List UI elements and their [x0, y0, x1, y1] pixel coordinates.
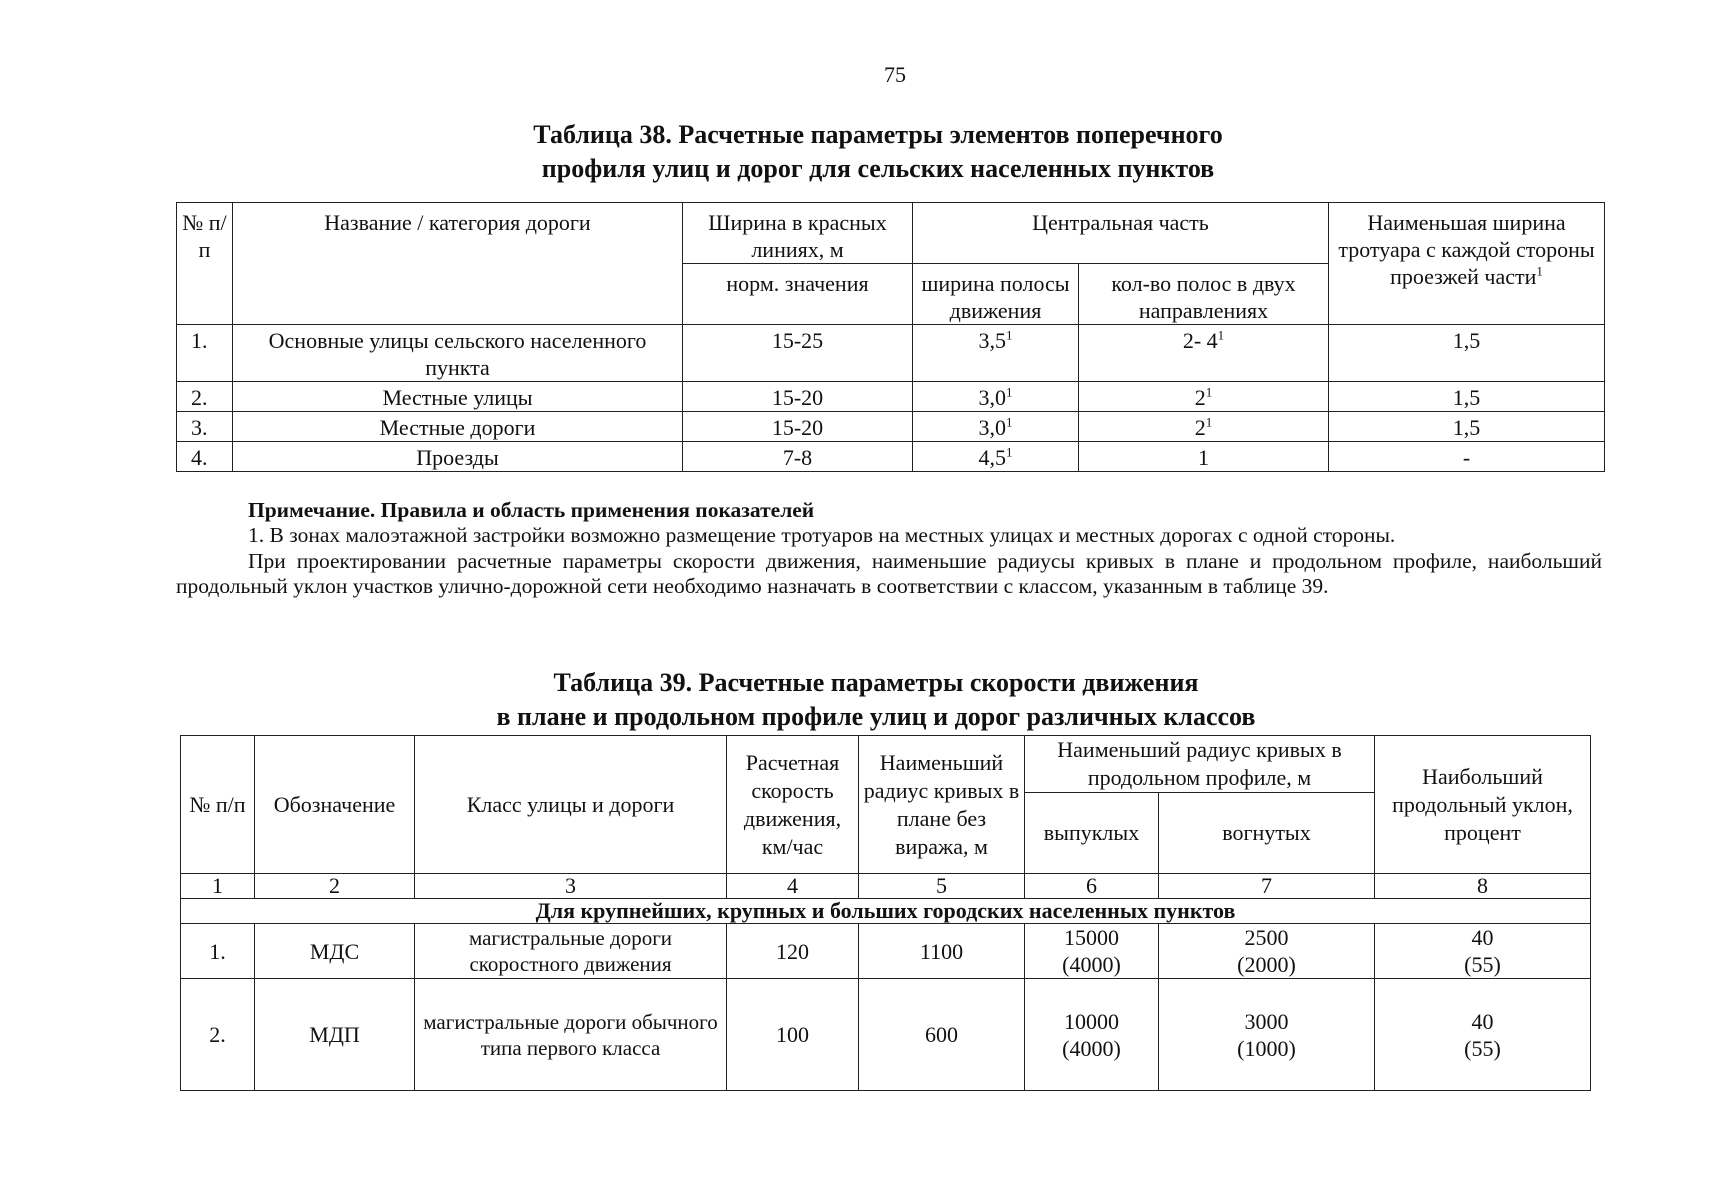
t38-cell-lane-width	[913, 442, 1079, 472]
t38-header-red-lines-width: Ширина в красных линиях, м	[683, 203, 913, 264]
t38-cell-lane-width	[913, 412, 1079, 442]
t38-lanes-sup: 1	[1205, 384, 1213, 400]
t38-cell-width: 15-20	[683, 412, 913, 442]
t38-cell-lanes	[1079, 325, 1329, 382]
table-row	[181, 924, 1591, 979]
t39-colnum: 6	[1025, 874, 1159, 899]
table-39	[180, 735, 1591, 1091]
t38-lane-width-value: 3,0	[978, 385, 1006, 410]
table-39-title-line-2: в плане и продольном профиле улиц и дорог различных классов	[496, 702, 1256, 731]
t38-cell-num: 3.	[177, 412, 233, 442]
table-38-title-line-1: Таблица 38. Расчетные параметры элементов поперечного	[533, 120, 1223, 149]
table-row	[177, 325, 1605, 382]
note-paragraph: При проектировании расчетные параметры скорости движения, наименьшие радиусы кривых в плане и продольном профиле, наибольший продольный уклон участков улично-дорожной сети необходимо назначать в соответствии с классом, указанным в таблице 39.	[176, 549, 1602, 598]
t39-colnum: 1	[181, 874, 255, 899]
table-row	[177, 412, 1605, 442]
t38-cell-lane-width	[913, 325, 1079, 382]
table-39-group-row	[181, 899, 1591, 924]
t38-lanes-value: 2	[1194, 415, 1206, 440]
t38-header-sidewalk	[1329, 203, 1605, 325]
t38-lane-width-value: 3,5	[978, 328, 1006, 353]
table-row	[177, 442, 1605, 472]
t38-cell-name: Проезды	[233, 442, 683, 472]
table-39-title	[18, 666, 1716, 734]
t38-header-name: Название / категория дороги	[233, 203, 683, 325]
t39-cell-concave	[1159, 924, 1375, 979]
t39-header-slope: Наибольший продольный уклон, процент	[1375, 736, 1591, 874]
t38-cell-lane-width	[913, 382, 1079, 412]
table-38-title-line-2: профиля улиц и дорог для сельских населенных пунктов	[541, 154, 1215, 183]
t39-cell-speed: 100	[727, 979, 859, 1091]
t38-cell-name: Основные улицы сельского населенного пункта	[233, 325, 683, 382]
t38-lanes-sup: 1	[1205, 414, 1213, 430]
t38-header-sidewalk-sup: 1	[1536, 263, 1543, 279]
table-38	[176, 202, 1605, 472]
t39-header-speed: Расчетная скорость движения, км/час	[727, 736, 859, 874]
t38-cell-width: 15-25	[683, 325, 913, 382]
table-38-header-row-1	[177, 203, 1605, 264]
t39-concave-value: 3000	[1244, 1008, 1289, 1034]
t39-concave-alt: (2000)	[1237, 952, 1296, 977]
note-title: Примечание. Правила и область применения показателей	[248, 498, 815, 522]
t39-colnum: 4	[727, 874, 859, 899]
t38-cell-name: Местные дороги	[233, 412, 683, 442]
t39-colnum: 7	[1159, 874, 1375, 899]
t38-header-lane-count: кол-во полос в двух направлениях	[1079, 264, 1329, 325]
t38-cell-name: Местные улицы	[233, 382, 683, 412]
t38-header-norm-values: норм. значения	[683, 264, 913, 325]
t38-cell-sidewalk: -	[1329, 442, 1605, 472]
table-39-column-numbers	[181, 874, 1591, 899]
t38-lanes-value: 2	[1194, 385, 1206, 410]
table-row	[181, 979, 1591, 1091]
t39-colnum: 3	[415, 874, 727, 899]
t39-header-designation: Обозначение	[255, 736, 415, 874]
t39-slope-value: 40	[1471, 925, 1494, 950]
t38-cell-lanes	[1079, 382, 1329, 412]
t39-header-profile-radius: Наименьший радиус кривых в продольном профиле, м	[1025, 736, 1375, 793]
table-39-title-line-1: Таблица 39. Расчетные параметры скорости движения	[553, 668, 1199, 697]
t39-cell-class: магистральные дороги обычного типа первого класса	[415, 979, 727, 1091]
t39-colnum: 8	[1375, 874, 1591, 899]
t39-cell-plan-radius: 1100	[859, 924, 1025, 979]
t38-lane-width-value: 3,0	[978, 415, 1006, 440]
t38-cell-sidewalk: 1,5	[1329, 412, 1605, 442]
t38-lane-width-sup: 1	[1006, 384, 1013, 400]
t39-colnum: 2	[255, 874, 415, 899]
t39-slope-alt: (55)	[1464, 952, 1501, 977]
t38-header-num: № п/п	[177, 203, 233, 325]
t39-cell-plan-radius: 600	[859, 979, 1025, 1091]
t39-convex-alt: (4000)	[1062, 1035, 1121, 1061]
t38-cell-width: 7-8	[683, 442, 913, 472]
t39-header-convex: выпуклых	[1025, 793, 1159, 874]
t38-lane-width-value: 4,5	[978, 445, 1006, 470]
page-number: 75	[884, 62, 906, 87]
t39-cell-num: 2.	[181, 979, 255, 1091]
t38-header-central-part: Центральная часть	[913, 203, 1329, 264]
t39-cell-designation: МДС	[255, 924, 415, 979]
t39-concave-alt: (1000)	[1237, 1035, 1296, 1061]
t39-cell-slope	[1375, 979, 1591, 1091]
t38-lane-width-sup: 1	[1006, 327, 1013, 343]
t38-cell-sidewalk: 1,5	[1329, 325, 1605, 382]
t39-cell-designation: МДП	[255, 979, 415, 1091]
t38-lane-width-sup: 1	[1006, 414, 1013, 430]
table-38-title	[20, 118, 1716, 186]
t38-cell-num: 1.	[177, 325, 233, 382]
t39-slope-alt: (55)	[1464, 1035, 1501, 1061]
t39-cell-concave	[1159, 979, 1375, 1091]
t38-header-lane-width: ширина полосы движения	[913, 264, 1079, 325]
t39-convex-alt: (4000)	[1062, 952, 1121, 977]
t39-slope-value: 40	[1471, 1008, 1494, 1034]
t38-lane-width-sup: 1	[1006, 444, 1013, 460]
t38-cell-width: 15-20	[683, 382, 913, 412]
t39-header-concave: вогнутых	[1159, 793, 1375, 874]
t39-cell-convex	[1025, 979, 1159, 1091]
t38-cell-lanes	[1079, 442, 1329, 472]
t38-lanes-sup: 1	[1217, 327, 1225, 343]
t39-cell-slope	[1375, 924, 1591, 979]
note-item-1: 1. В зонах малоэтажной застройки возможно размещение тротуаров на местных улицах и местных дорогах с одной стороны.	[248, 523, 1396, 547]
t39-cell-convex	[1025, 924, 1159, 979]
table-row	[177, 382, 1605, 412]
t39-header-plan-radius: Наименьший радиус кривых в плане без виража, м	[859, 736, 1025, 874]
t39-cell-speed: 120	[727, 924, 859, 979]
t38-lanes-value: 2- 4	[1182, 328, 1218, 353]
t39-header-num: № п/п	[181, 736, 255, 874]
t39-convex-value: 10000	[1064, 1008, 1119, 1034]
t38-cell-sidewalk: 1,5	[1329, 382, 1605, 412]
t39-group-label: Для крупнейших, крупных и больших городских населенных пунктов	[181, 899, 1591, 924]
t38-header-sidewalk-text: Наименьшая ширина тротуара с каждой стороны проезжей части	[1338, 210, 1595, 289]
t38-cell-num: 4.	[177, 442, 233, 472]
t39-header-class: Класс улицы и дороги	[415, 736, 727, 874]
t39-cell-num: 1.	[181, 924, 255, 979]
t39-cell-class: магистральные дороги скоростного движения	[415, 924, 727, 979]
t38-lanes-value: 1	[1198, 445, 1209, 470]
t38-cell-num: 2.	[177, 382, 233, 412]
t39-concave-value: 2500	[1244, 925, 1289, 950]
t39-colnum: 5	[859, 874, 1025, 899]
table-39-header-row-1	[181, 736, 1591, 793]
t38-cell-lanes	[1079, 412, 1329, 442]
t39-convex-value: 15000	[1064, 925, 1119, 950]
